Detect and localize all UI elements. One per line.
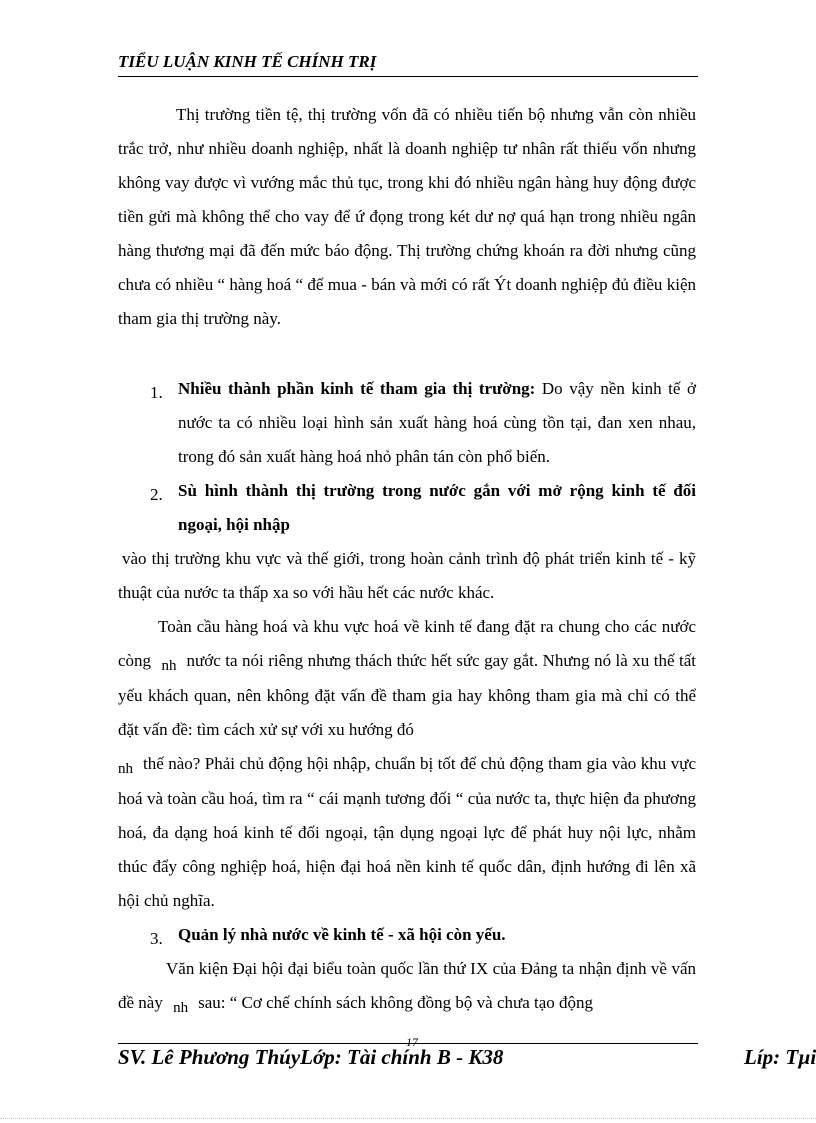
p3-part-c: thế nào? Phải chủ động hội nhập, chuẩn bị tốt để chủ động tham gia vào khu vực hoá và toàn cầu hoá, tìm ra “ cái mạnh tương đối “ của nước ta, thực hiện đa phương hoá, đa dạng hoá kinh tế đối ngoại, tận dụng ngoại lực để phát huy nội lực, nhằm thúc đẩy công nghiệp hoá, hiện đại hoá nền kinh tế quốc dân, định hướng đi lên xã hội chủ nghĩa. — [118, 754, 696, 910]
header-divider — [118, 76, 698, 77]
p3-subscript-2: nh — [118, 761, 133, 777]
footer-student-class: SV. Lê Phương ThúyLớp: Tài chính B - K38 — [118, 1045, 504, 1069]
list-number-2: 2. — [150, 485, 163, 504]
list-item-2 — [178, 474, 696, 542]
p3-part-b: nước ta nói riêng nhưng thách thức hết sức gay gắt. Nhưng nó là xu thế tất yếu khách quan, nên không đặt vấn đề tham gia hay không tham gia mà chỉ có thể đặt vấn đề: tìm cách xử sự với xu hướng đó — [118, 651, 696, 739]
list-item-1-text: Do vậy nền kinh tế ở nước ta có nhiều loại hình sản xuất hàng hoá cùng tồn tại, đan xen nhau, trong đó sản xuất hàng hoá nhỏ phân tán còn phổ biến. — [178, 379, 696, 466]
list-item-1 — [178, 372, 696, 474]
p3-subscript-1: nh — [161, 658, 177, 674]
paragraph-integration-continuation: vào thị trường khu vực và thế giới, trong hoàn cảnh trình độ phát triển kinh tế - kỹ thuật của nước ta thấp xa so với hầu hết các nước khác. — [118, 549, 696, 602]
document-header-title: TIỂU LUẬN KINH TẾ CHÍNH TRỊ — [118, 52, 377, 71]
list-number-3: 3. — [150, 929, 163, 948]
paragraph-financial-markets: Thị trường tiền tệ, thị trường vốn đã có nhiều tiến bộ nhưng vẫn còn nhiều trắc trở, như nhiều doanh nghiệp, nhất là doanh nghiệp tư nhân rất thiếu vốn nhưng không vay được vì vướng mắc thủ tục, trong khi đó nhiều ngân hàng huy động được tiền gửi mà không thể cho vay để ứ đọng trong két dư nợ quá hạn trong nhiều ngân hàng thương mại đã đến mức báo động. Thị trường chứng khoán ra đời nhưng cũng chưa có nhiều “ hàng hoá “ để mua - bán và mới có rất Ýt doanh nghiệp đủ điều kiện tham gia thị trường này. — [118, 105, 696, 328]
list-item-2-heading: Sù hình thành thị trường trong nước gắn với mở rộng kinh tế đối ngoại, hội nhập — [178, 481, 696, 534]
p4-part-a: Văn kiện Đại hội đại biểu toàn quốc lần thứ IX của Đảng ta nhận định về vấn đề này — [118, 959, 696, 1012]
footer-class-label: Líp: Tµi — [744, 1045, 816, 1069]
p4-part-b: sau: “ Cơ chế chính sách không đồng bộ và chưa tạo động — [198, 993, 594, 1012]
page-bottom-dotted-line — [0, 1118, 816, 1119]
list-item-3 — [178, 918, 696, 952]
p4-subscript: nh — [173, 1000, 189, 1016]
paragraph-globalization — [118, 610, 696, 918]
list-item-3-heading: Quản lý nhà nước về kinh tế - xã hội còn yếu. — [178, 925, 506, 944]
list-number-1: 1. — [150, 383, 163, 402]
p3-part-a: Toàn cầu hàng hoá và khu vực hoá về kinh tế đang đặt ra chung cho các nước còng — [118, 617, 696, 670]
paragraph-congress-document — [118, 952, 696, 1021]
list-item-1-heading: Nhiều thành phần kinh tế tham gia thị trường: — [178, 379, 536, 398]
page-number: 17 — [406, 1035, 418, 1049]
